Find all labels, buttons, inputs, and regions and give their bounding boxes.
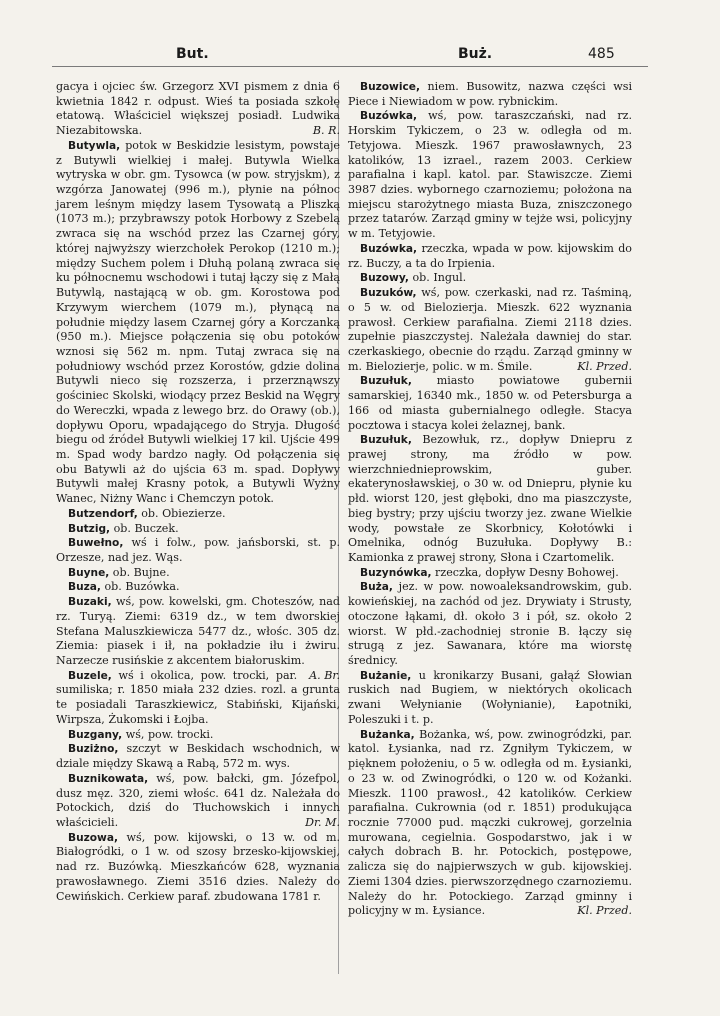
dictionary-entry [56, 80, 340, 139]
dictionary-entry [56, 772, 340, 831]
entry-text: rzeczka, wpada w pow. kijowskim do rz. Buczy, a ta do Irpienia. [348, 241, 632, 270]
entry-text: u kronikarzy Busani, gałąź Słowian ruskich nad Bugiem, w niektórych okolicach zwani Wełynianie (Wołynianie), Łapotniki, Poleszuki i t. p. [348, 668, 632, 726]
entry-text: ob. Buczek. [110, 521, 179, 535]
entry-text: niem. Busowitz, nazwa części wsi Piece i Niewiadom w pow. rybnickim. [348, 80, 632, 108]
dictionary-entry [348, 242, 632, 271]
entry-text: wś i folw., pow. jańsborski, st. p. Orzesze, nad jez. Wąs. [56, 536, 340, 564]
dictionary-entry [348, 80, 632, 109]
entry-text: miasto powiatowe gubernii samarskiej, 16340 mk., 1850 w. od Petersburga a 166 od miasta gubernialnego odległe. Stacya pocztowa i stacya kolei żelaznej, bank. [348, 374, 632, 432]
entry-headword: Butzig, [68, 522, 111, 535]
author-signature: A. Br. [309, 668, 340, 682]
entry-text: gacya i ojciec św. Grzegorz XVI pismem z dnia 6 kwietnia 1842 r. odpust. Wieś ta posiada szkołę etatową. Właściciel większej posiadł. Ludwika Niezabitowska. [56, 80, 340, 138]
author-signature: Kl. Przed. [577, 904, 632, 918]
entry-text: wś, pow. kijowski, o 13 w. od m. Białogródki, o 1 w. od szosy brzesko-kijowskiej, nad rz. Buzówką. Mieszkańców 628, wyznania prawosławnego. Ziemi 3516 dzies. Należy do Cewińskich. Cerkiew paraf. zbudowana 1781 r. [56, 830, 340, 903]
running-head-center: Buż. [458, 46, 493, 62]
entry-text: wś, pow. kowelski, gm. Choteszów, nad rz. Turyą. Ziemi: 6319 dz., w tem dworskiej Stefana Maluszkiewicza 5477 dz., włośc. 305 dz. Ziemia: piasek i ił, na pokładzie iłu i żwiru. Narzecze rusińskie z akcentem białoruskim. [56, 595, 340, 668]
entry-headword: Buzuków, [360, 287, 417, 300]
entry-text: potok w Beskidzie lesistym, powstaje z Butywli wielkiej i małej. Butywla Wielka wytryska w obr. gm. Tysowca (w pow. stryjskm), z wzgórza Janowatej (996 m.), płynie na północ jarem leśnym między lasem Tysowatą a Pliszką (1073 m.); przybrawszy potok Horbowy z Szebelą zwraca się na wschód przez las Czarnej góry, której najwyższy wierzchołek Perokop (1210 m.); między Suchem polem i Dłuhą polaną zwraca się ku północnemu wschodowi i tutaj łączy się z Małą Butywlą, nastającą w ob. gm. Korostowa pod Krzywym wierchem (1079 m.), płynącą na południe między lasem Czarnej góry a Korczanką (950 m.). Miejsce połączenia się obu potoków wznosi się 562 m. npm. Tutaj zwraca się na południowy wschód przez Korostów, gdzie dolina Butywli nieco się rozszerza, i przerznąwszy gościniec Skolski, wiodący przez Beskid na Węgry do Wereczki, wpada z lewego brz. do Orawy (ob.), dopływu Oporu, wpadającego do Stryja. Długość biegu od źródeł Butywli wielkiej 17 kil. Ujście 499 m. Spad wody bardzo nagły. Od połączenia się obu Batywli aż do ujścia 63 m. spad. Dopływy Butywli małej Krasny potok, a Butywli Wyżny Wanec, Niżny Wanc i Chemczyn potok. [56, 138, 340, 506]
entry-headword: Buża, [360, 581, 393, 594]
page-header [0, 46, 720, 66]
running-head-left: But. [176, 46, 209, 62]
entry-text: jez. w pow. nowoaleksandrowskim, gub. kowieńskiej, na zachód od jez. Drywiaty i Strusty, otoczone łąkami, dł. około 3 i pół, sz. około 2 wiorst. W płd.-zachodniej stronie B. łączy się strugą z jez. Sawanara, które ma wiorstę średnicy. [348, 580, 632, 668]
entry-text: rzeczka, dopływ Desny Bohowej. [431, 565, 619, 579]
dictionary-entry [348, 566, 632, 581]
entry-headword: Buzułuk, [360, 434, 412, 447]
entry-headword: Buyne, [68, 566, 110, 579]
entry-headword: Buzynówka, [360, 566, 432, 579]
left-column [56, 80, 340, 904]
entry-text: ob. Obiezierze. [137, 506, 226, 520]
dictionary-entry [56, 742, 340, 771]
entry-text: wś, pow. czerkaski, nad rz. Taśminą, o 5 w. od Bielozierja. Mieszk. 622 wyznania prawosł. Cerkiew parafialna. Ziemi 2118 dzies. zupełnie piaszczystej. Należała dawniej do star. czerkaskiego, obecnie do rządu. Zarząd gminny w m. Bielozierje, polic. w m. Śmile. [348, 286, 632, 373]
dictionary-entry [56, 507, 340, 522]
page-number: 485 [588, 46, 615, 62]
dictionary-entry [56, 139, 340, 507]
header-rule [52, 66, 648, 67]
entry-headword: Buzowice, [360, 81, 420, 93]
author-signature: B. R. [312, 124, 340, 138]
entry-headword: Buzułuk, [360, 375, 412, 388]
entry-headword: Buzaki, [68, 596, 112, 609]
entry-text: wś, pow. trocki. [122, 727, 214, 741]
dictionary-entry [348, 286, 632, 374]
entry-text: wś, pow. taraszczański, nad rz. Horskim Tykiczem, o 23 w. odległa od m. Tetyjowa. Mieszk. 1967 prawosławnych, 23 katolików, 13 izrael., razem 2003. Cerkiew parafialna i kapl. katol. par. Stawiszcze. Ziemi 3987 dzies. wybornego czarnoziemu; położona na miejscu starożytnego miasta Buza, zniszczonego przez tatarów. Zarząd gminy w tejże wsi, policyjny w m. Tetyjowie. [348, 109, 632, 241]
entry-text: wś i okolica, pow. trocki, par. sumiliska; r. 1850 miała 232 dzies. rozl. a grunta te posiadali Taraszkiewicz, Stabiński, Kijański, Wirpsza, Żukomski i Łojba. [56, 668, 340, 726]
dictionary-entry [348, 433, 632, 565]
dictionary-entry [348, 728, 632, 919]
dictionary-entry [56, 566, 340, 581]
dictionary-entry [348, 669, 632, 728]
dictionary-entry [56, 536, 340, 565]
entry-text: Bożanka, wś, pow. zwinogródzki, par. katol. Łysianka, nad rz. Zgniłym Tykiczem, w pięknem położeniu, o 5 w. odległa od m. Łysianki, o 23 w. od Zwinogródki, o 120 w. od Kożanki. Mieszk. 1100 prawosł., 42 katolików. Cerkiew parafialna. Cukrownia (od r. 1851) produkująca rocznie 77000 pud. mączki cukrowej, gorzelnia murowana, cegielnia. Gospodarstwo, jak i w całych dobrach B. hr. Potockich, postępowe, zalicza się do najpierwszych w gub. kijowskiej. Ziemi 1304 dzies. pierwszorzędnego czarnoziemu. Należy do hr. Potockiego. Zarząd gminny i policyjny w m. Łysiance. [348, 727, 632, 918]
entry-headword: Buzówka, [360, 110, 418, 123]
dictionary-entry [56, 580, 340, 595]
entry-headword: Buza, [68, 581, 101, 594]
dictionary-entry [56, 831, 340, 905]
entry-text: ob. Ingul. [408, 271, 467, 285]
entry-headword: Bużanka, [360, 728, 415, 741]
entry-headword: Butzendorf, [68, 507, 138, 520]
entry-text: ob. Bujne. [109, 565, 170, 579]
dictionary-entry [348, 580, 632, 668]
entry-text: ob. Buzówka. [100, 580, 180, 594]
entry-headword: Buznikowata, [68, 772, 149, 785]
right-column [348, 80, 632, 919]
dictionary-entry [348, 109, 632, 241]
author-signature: Dr. M. [305, 815, 340, 829]
entry-headword: Bużanie, [360, 669, 412, 682]
entry-text: wś, pow. bałcki, gm. Józefpol, dusz męz. 320, ziemi włośc. 641 dz. Należała do Potockich, dziś do Tłuchowskich i innych właścicieli. [56, 771, 340, 829]
entry-headword: Buzgany, [68, 728, 123, 741]
entry-headword: Buzowa, [68, 831, 119, 844]
entry-headword: Buwełno, [68, 537, 124, 550]
entry-text: Bezowłuk, rz., dopływ Dniepru z prawej strony, ma źródło w pow. wierzchniednieprowskim, guber. ekaterynosławskiej, o 30 w. od Dniepru, płynie ku płd. wiorst 120, jest głęboki, dno ma piaszczyste, bieg bystry; przy ujściu tworzy jez. zwane Wielkie wody, powstałe ze Skorbnicy, Kołotówki i Omelnika, odnóg Buzułuka. Dopływy B.: Kamionka z prawej strony, Słona i Czartomelik. [348, 433, 632, 564]
dictionary-entry [56, 522, 340, 537]
entry-headword: Butywla, [68, 139, 121, 152]
dictionary-entry [348, 271, 632, 286]
entry-headword: Buzowy, [360, 272, 409, 285]
entry-text: szczyt w Beskidach wschodnich, w dziale między Skawą a Rabą, 572 m. wys. [56, 742, 340, 771]
entry-headword: Buziżno, [68, 743, 119, 756]
entry-headword: Buzele, [68, 669, 112, 682]
author-signature: Kl. Przed. [577, 359, 632, 373]
entry-headword: Buzówka, [360, 242, 418, 255]
dictionary-entry [56, 728, 340, 743]
dictionary-entry [348, 374, 632, 433]
